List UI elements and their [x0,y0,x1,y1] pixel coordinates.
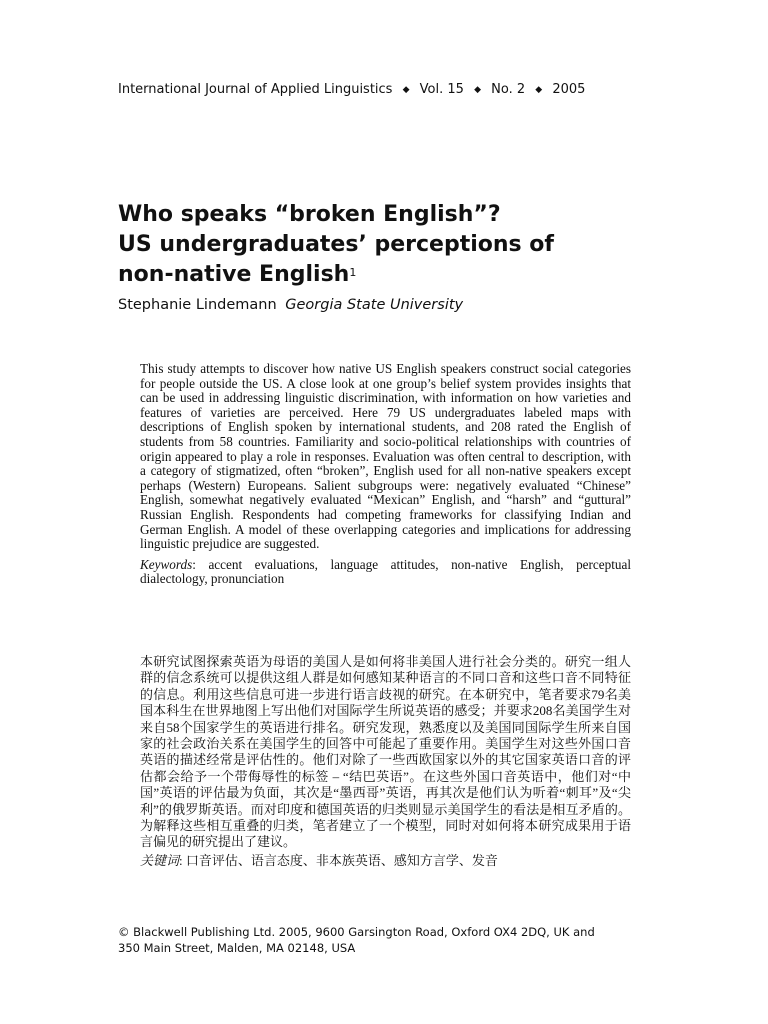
separator-diamond-icon: ◆ [535,85,543,95]
journal-volume: Vol. 15 [419,82,464,97]
author-affiliation: Georgia State University [285,297,464,313]
abstract-text: This study attempts to discover how native US English speakers construct social categories for people outside the US. A close look at one group’s belief system provides insights that can be used in addressing linguistic discrimination, with information on how varieties and features of varieties are perceived. Here 79 US undergraduates labeled maps with descriptions of English spoken by international students, and 208 rated the English of students from 58 countries. Familiarity and socio-political relationships with countries of origin appeared to play a role in responses. Evaluation was often central to description, with a category of stigmatized, often “broken”, English used for all non-native speakers except perhaps (Western) Europeans. Salient subgroups were: negatively evaluated “Chinese” English, somewhat negatively evaluated “Mexican” English, and “harsh” and “guttural” Russian English. Respondents had competing frameworks for classifying Indian and German English. A model of these overlapping categories and implications for addressing linguistic prejudice are suggested. [140,361,631,552]
article-title [118,200,678,290]
title-line-2: US undergraduates’ perceptions of [118,232,554,257]
keywords-list: : accent evaluations, language attitudes, non-native English, perceptual dialectology, pronunciation [140,556,631,587]
author-line [118,297,678,313]
journal-issue: No. 2 [491,82,526,97]
keywords-cn-label: 关键词 [140,852,180,868]
separator-diamond-icon: ◆ [402,85,410,95]
abstract-chinese [140,654,631,869]
journal-name: International Journal of Applied Linguistics [118,82,393,97]
keywords-label: Keywords [140,556,193,572]
keywords-cn [140,853,631,869]
title-line-3 [118,260,678,290]
journal-year: 2005 [552,82,586,97]
author-name: Stephanie Lindemann [118,297,277,313]
copyright-line-1: © Blackwell Publishing Ltd. 2005, 9600 Garsington Road, Oxford OX4 2DQ, UK and [118,925,595,939]
title-line-3-text: non-native English [118,262,350,287]
keywords-cn-list: : 口音评估、语言态度、非本族英语、感知方言学、发音 [179,852,498,868]
copyright-footer [118,924,678,956]
separator-diamond-icon: ◆ [474,85,481,95]
keywords [140,558,631,587]
copyright-line-2: 350 Main Street, Malden, MA 02148, USA [118,941,356,955]
title-footnote-marker[interactable]: 1 [349,266,357,279]
abstract-cn-text: 本研究试图探索英语为母语的美国人是如何将非美国人进行社会分类的。研究一组人群的信念系统可以提供这组人群是如何感知某种语言的不同口音和这些口音不同特征的信息。利用这些信息可进一步进行语言歧视的研究。在本研究中，笔者要求79名美国本科生在世界地图上写出他们对国际学生所说英语的感受；并要求208名美国学生对来自58个国家学生的英语进行排名。研究发现，熟悉度以及美国同国际学生所来自国家的社会政治关系在美国学生的回答中可能起了重要作用。美国学生对这些外国口音英语的描述经常是评估性的。他们对除了一些西欧国家以外的其它国家英语口音的评估都会给予一个带侮辱性的标签 – “结巴英语”。在这些外国口音英语中，他们对“中国”英语的评估最为负面，其次是“墨西哥”英语，再其次是他们认为听着“刺耳”及“尖利”的俄罗斯英语。而对印度和德国英语的归类则显示美国学生的看法是相互矛盾的。为解释这些相互重叠的归类，笔者建立了一个模型，同时对如何将本研究成果用于语言偏见的研究提出了建议。 [140,654,631,850]
title-line-1: Who speaks “broken English”? [118,202,501,227]
abstract-english [140,362,631,587]
journal-header [118,82,678,97]
